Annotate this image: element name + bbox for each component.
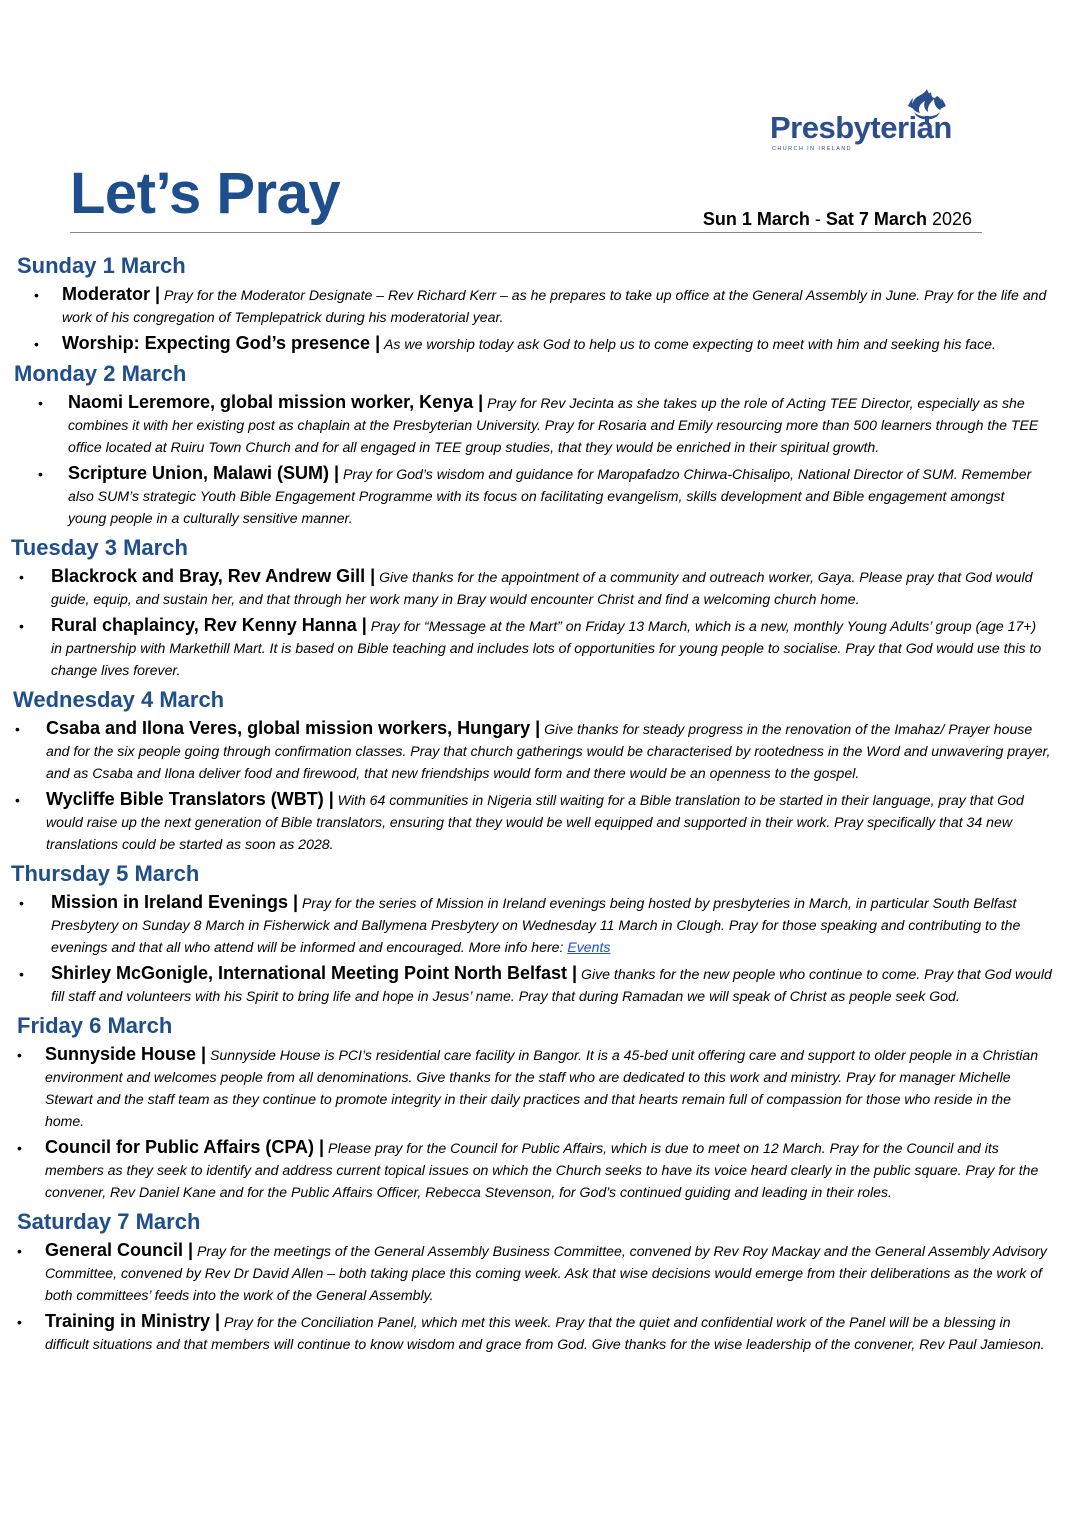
bullet: • [17,1243,22,1259]
bullet: • [15,721,20,737]
header-divider [70,232,982,233]
item-title: Blackrock and Bray, Rev Andrew Gill | [51,566,376,586]
item-title: Scripture Union, Malawi (SUM) | [68,463,340,483]
page-title: Let’s Pray [70,161,341,226]
bullet: • [19,569,24,585]
item-text: Pray for the Conciliation Panel, which met this week. Pray that the quiet and confidential work of the Panel will be a blessing in difficult situations and that members will continue to know wisdom and grace from God. Give thanks for the wise leadership of the convener, Rev Paul Jamieson. [45,1314,1045,1352]
item-title: Rural chaplaincy, Rev Kenny Hanna | [51,615,367,635]
day-heading: Sunday 1 March [17,253,186,278]
bullet: • [19,966,24,982]
day-heading: Saturday 7 March [17,1209,201,1234]
events-link[interactable]: Events [567,939,611,955]
day-sunday [0,251,1072,355]
bullet: • [19,895,24,911]
bullet: • [17,1314,22,1330]
date-year: 2026 [926,209,972,229]
prayer-item [14,462,1072,529]
item-text: Pray for Rev Jecinta as she takes up the role of Acting TEE Director, especially as she combines it with her existing post as chaplain at the Presbyterian University. Pray for Rosaria and Emily resourcing more than 500 learners through the TEE office located at Ruiru Town Church and for all engaged in TEE group studies, that they would be enriched in their spiritual growth. [68,395,1039,455]
item-text: Pray for the series of Mission in Ireland evenings being hosted by presbyteries in March, in particular South Belfast Presbytery on Sunday 8 March in Fisherwick and Ballymena Presbytery on Wednesday 11 March in Clough. Pray for those speaking and contributing to the evenings and that all who attend will be informed and encouraged. More info here: [51,895,1021,955]
item-text: As we worship today ask God to help us to come expecting to meet with him and seeking his face. [384,336,996,352]
item-title: Worship: Expecting God’s presence | [62,333,381,353]
prayer-item [13,717,1072,784]
bullet: • [17,1047,22,1063]
bullet: • [17,1140,22,1156]
bullet: • [19,618,24,634]
prayer-item [17,1136,1072,1203]
bullet: • [38,395,43,411]
prayer-item [11,962,1072,1007]
item-title: Moderator | [62,284,161,304]
day-tuesday [0,533,1072,681]
logo-wordmark: Presbyterian [770,110,952,145]
date-start: Sun 1 March [702,209,810,229]
date-separator: - [809,209,826,229]
item-title: Csaba and Ilona Veres, global mission workers, Hungary | [46,718,541,738]
prayer-item [11,614,1072,681]
day-saturday [0,1207,1072,1355]
bullet: • [38,466,43,482]
item-title: Council for Public Affairs (CPA) | [45,1137,325,1157]
item-title: General Council | [45,1240,194,1260]
item-text: Give thanks for the appointment of a community and outreach worker, Gaya. Please pray that God would guide, equip, and sustain her, and that through her work many in Bray would encounter Christ and find a welcoming church home. [51,569,1033,607]
item-text: Give thanks for steady progress in the renovation of the Imahaz/ Prayer house and for the six people going through confirmation classes. Pray that church gatherings would be characterised by rootedness in the Word and unwavering prayer, and as Csaba and Ilona deliver food and firewood, that new friendships would form and there would be an openness to the gospel. [46,721,1051,781]
prayer-item [17,283,1072,328]
item-title: Mission in Ireland Evenings | [51,892,299,912]
day-thursday [0,859,1072,1007]
presbyterian-logo [770,86,970,156]
prayer-item [11,891,1072,958]
item-title: Wycliffe Bible Translators (WBT) | [46,789,334,809]
item-text: With 64 communities in Nigeria still waiting for a Bible translation to be started in their language, pray that God would raise up the next generation of Bible translators, ensuring that they would be well equipped and supported in their work. Pray specifically that 34 new translations could be started as soon as 2028. [46,792,1024,852]
item-text: Give thanks for the new people who continue to come. Pray that God would fill staff and volunteers with his Spirit to bring life and hope in Jesus’ name. Pray that during Ramadan we will speak of Christ as people seek God. [51,966,1052,1004]
item-text: Pray for the meetings of the General Assembly Business Committee, convened by Rev Roy Mackay and the General Assembly Advisory Committee, convened by Rev Dr David Allen – both taking place this coming week. Ask that wise decisions would emerge from their deliberations as the work of both committees’ feeds into the work of the General Assembly. [45,1243,1047,1303]
prayer-item [17,1239,1072,1306]
item-title: Naomi Leremore, global mission worker, Kenya | [68,392,484,412]
logo-tagline: CHURCH IN IRELAND [772,146,853,152]
day-heading: Friday 6 March [17,1013,173,1038]
day-friday [0,1011,1072,1203]
bullet: • [34,336,39,352]
bullet: • [34,287,39,303]
date-end: Sat 7 March [825,209,927,229]
prayer-item [17,1043,1072,1132]
day-heading: Wednesday 4 March [13,687,225,712]
prayer-days [0,251,1072,1359]
prayer-item [14,391,1072,458]
prayer-item [13,788,1072,855]
prayer-item [17,332,1072,355]
bullet: • [15,792,20,808]
day-heading: Tuesday 3 March [11,535,188,560]
day-wednesday [0,685,1072,855]
item-title: Sunnyside House | [45,1044,207,1064]
item-title: Training in Ministry | [45,1311,221,1331]
item-title: Shirley McGonigle, International Meeting Point North Belfast | [51,963,578,983]
day-heading: Monday 2 March [14,361,187,386]
day-heading: Thursday 5 March [11,861,200,886]
item-text: Please pray for the Council for Public Affairs, which is due to meet on 12 March. Pray for the Council and its members as they seek to identify and address current topical issues on which the Church seeks to have its voice heard clearly in the public square. Pray for the convener, Rev Daniel Kane and for the Public Affairs Officer, Rebecca Stevenson, for God’s continued guiding and leading in their roles. [45,1140,1039,1200]
prayer-item [17,1310,1072,1355]
item-text: Pray for the Moderator Designate – Rev Richard Kerr – as he prepares to take up office at the General Assembly in June. Pray for the life and work of his congregation of Templepatrick during his moderatorial year. [62,287,1047,325]
item-text: Pray for “Message at the Mart” on Friday 13 March, which is a new, monthly Young Adults’ group (age 17+) in partnership with Markethill Mart. It is based on Bible teaching and includes lots of opportunities for young people to socialise. Pray that God would use this to change lives forever. [51,618,1042,678]
prayer-item [11,565,1072,610]
day-monday [0,359,1072,529]
item-text: Pray for God’s wisdom and guidance for Maropafadzo Chirwa-Chisalipo, National Director of SUM. Remember also SUM’s strategic Youth Bible Engagement Programme with its focus on facilitating evangelism, skills development and Bible engagement amongst young people in a culturally sensitive manner. [68,466,1032,526]
item-text: Sunnyside House is PCI’s residential care facility in Bangor. It is a 45-bed unit offering care and support to older people in a Christian environment and welcomes people from all denominations. Give thanks for the staff who are dedicated to this work and ministry. Pray for manager Michelle Stewart and the staff team as they continue to promote integrity in their daily practices and that hearts remain full of compassion for those who reside in the home. [45,1047,1039,1129]
date-range [703,209,972,230]
